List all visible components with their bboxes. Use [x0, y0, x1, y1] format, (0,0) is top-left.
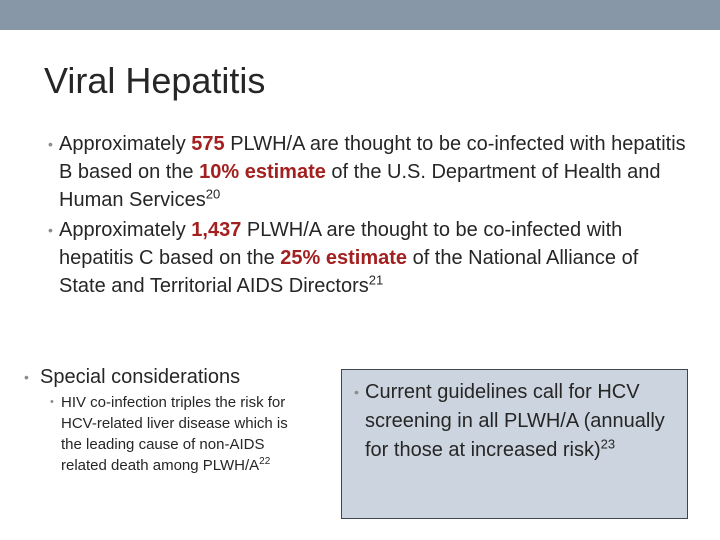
bullet-text: Approximately [59, 133, 192, 155]
footnote-ref: 23 [600, 436, 616, 452]
footnote-ref: 20 [205, 186, 221, 202]
footnote-ref: 22 [259, 456, 271, 467]
bullet-text: of the U.S. Department of Health and Human Services [59, 161, 661, 211]
highlight-estimate: 10% estimate [199, 161, 326, 183]
slide-title: Viral Hepatitis [44, 60, 266, 101]
bullet-text: of the National Alliance of State and Territorial AIDS Directors [59, 247, 639, 297]
footnote-ref: 21 [368, 272, 384, 288]
guidelines-callout-box [341, 369, 688, 519]
bullet-hepatitis-c [48, 216, 688, 300]
bullet-text: Approximately [59, 219, 192, 241]
sub-bullet-text: HIV co-infection triples the risk for HCV-related liver disease which is the leading cause of non-AIDS related death among PLWH/A [61, 394, 288, 474]
bullet-text: PLWH/A are thought to be co-infected with hepatitis C based on the [59, 219, 623, 269]
highlight-count: 1,437 [191, 219, 242, 241]
bullet-dot-icon: • [48, 136, 53, 152]
highlight-estimate: 25% estimate [280, 247, 408, 269]
callout-text: Current guidelines call for HCV screening in all PLWH/A (annually for those at increased risk) [365, 381, 665, 461]
bullet-list [48, 130, 688, 302]
bullet-hepatitis-b [48, 130, 688, 214]
bullet-text: PLWH/A are thought to be co-infected with hepatitis B based on the [59, 133, 686, 183]
bullet-dot-icon: • [50, 396, 54, 408]
sub-bullet-hiv-coinfection [50, 392, 306, 476]
bullet-dot-icon: • [48, 222, 53, 238]
special-heading-text: Special considerations [40, 366, 241, 388]
special-considerations-heading [22, 364, 340, 390]
bullet-dot-icon: • [354, 384, 359, 400]
bullet-dot-icon: • [24, 369, 29, 385]
top-accent-bar [0, 0, 720, 30]
highlight-count: 575 [191, 133, 225, 155]
callout-bullet [354, 378, 685, 465]
